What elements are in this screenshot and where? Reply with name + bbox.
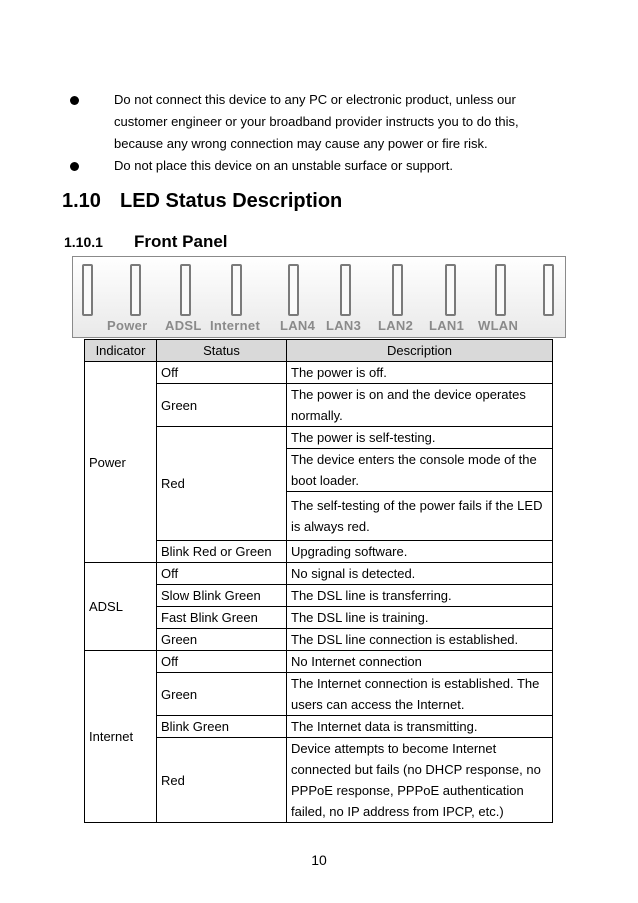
bullet-text: Do not connect this device to any PC or electronic product, unless our customer engineer or your broadband provider instructs you to do this, because any wrong connection may cause any power or fire risk. bbox=[114, 92, 519, 151]
led-slot-icon bbox=[130, 264, 141, 316]
panel-label-power: Power bbox=[107, 318, 148, 333]
description-cell: No Internet connection bbox=[287, 651, 553, 673]
section-heading bbox=[62, 190, 342, 213]
status-cell: Slow Blink Green bbox=[157, 585, 287, 607]
panel-label-lan1: LAN1 bbox=[429, 318, 465, 333]
description-cell: The DSL line is training. bbox=[287, 607, 553, 629]
indicator-power: Power bbox=[85, 362, 157, 563]
page-number: 10 bbox=[311, 852, 327, 868]
led-slot-icon bbox=[340, 264, 351, 316]
status-cell: Green bbox=[157, 629, 287, 651]
header-description: Description bbox=[287, 340, 553, 362]
description-cell: The power is self-testing. bbox=[287, 427, 553, 449]
bullet-list bbox=[66, 89, 566, 177]
front-panel-image bbox=[72, 256, 566, 338]
status-cell: Fast Blink Green bbox=[157, 607, 287, 629]
status-cell: Red bbox=[157, 738, 287, 823]
bullet-dot-icon bbox=[70, 162, 79, 171]
description-cell: The power is off. bbox=[287, 362, 553, 384]
description-cell: Device attempts to become Internet connected but fails (no DHCP response, no PPPoE response, PPPoE authentication failed, no IP address from IPCP, etc.) bbox=[287, 738, 553, 823]
led-slot-icon bbox=[180, 264, 191, 316]
bullet-dot-icon bbox=[70, 96, 79, 105]
indicator-internet: Internet bbox=[85, 651, 157, 823]
indicator-adsl: ADSL bbox=[85, 563, 157, 651]
subsection-title: Front Panel bbox=[134, 232, 228, 251]
led-slot-icon bbox=[543, 264, 554, 316]
status-cell: Off bbox=[157, 563, 287, 585]
status-cell: Red bbox=[157, 427, 287, 541]
description-cell: The Internet data is transmitting. bbox=[287, 716, 553, 738]
led-slot-icon bbox=[82, 264, 93, 316]
description-cell: No signal is detected. bbox=[287, 563, 553, 585]
description-cell: The DSL line is transferring. bbox=[287, 585, 553, 607]
panel-label-internet: Internet bbox=[210, 318, 261, 333]
subsection-number: 1.10.1 bbox=[64, 234, 103, 250]
led-slot-icon bbox=[495, 264, 506, 316]
panel-label-lan4: LAN4 bbox=[280, 318, 316, 333]
panel-label-wlan: WLAN bbox=[478, 318, 519, 333]
description-cell: The device enters the console mode of the boot loader. bbox=[287, 449, 553, 492]
status-cell: Green bbox=[157, 384, 287, 427]
subsection-heading bbox=[64, 232, 228, 252]
table-row bbox=[85, 651, 553, 673]
description-cell: Upgrading software. bbox=[287, 541, 553, 563]
led-slot-icon bbox=[445, 264, 456, 316]
status-cell: Off bbox=[157, 362, 287, 384]
description-cell: The self-testing of the power fails if the LED is always red. bbox=[287, 492, 553, 541]
panel-label-lan2: LAN2 bbox=[378, 318, 414, 333]
description-cell: The DSL line connection is established. bbox=[287, 629, 553, 651]
bullet-item bbox=[66, 89, 566, 155]
table-header-row bbox=[85, 340, 553, 362]
description-cell: The Internet connection is established. The users can access the Internet. bbox=[287, 673, 553, 716]
table-row bbox=[85, 362, 553, 384]
header-indicator: Indicator bbox=[85, 340, 157, 362]
bullet-text: Do not place this device on an unstable surface or support. bbox=[114, 158, 453, 173]
status-cell: Blink Red or Green bbox=[157, 541, 287, 563]
bullet-item bbox=[66, 155, 566, 177]
led-slot-icon bbox=[231, 264, 242, 316]
header-status: Status bbox=[157, 340, 287, 362]
section-number: 1.10 bbox=[62, 190, 101, 212]
led-slot-icon bbox=[288, 264, 299, 316]
panel-label-lan3: LAN3 bbox=[326, 318, 362, 333]
status-cell: Off bbox=[157, 651, 287, 673]
description-cell: The power is on and the device operates normally. bbox=[287, 384, 553, 427]
section-title: LED Status Description bbox=[120, 190, 343, 212]
led-status-table bbox=[84, 339, 553, 823]
panel-label-adsl: ADSL bbox=[165, 318, 202, 333]
table-row bbox=[85, 563, 553, 585]
led-slot-icon bbox=[392, 264, 403, 316]
status-cell: Green bbox=[157, 673, 287, 716]
status-cell: Blink Green bbox=[157, 716, 287, 738]
